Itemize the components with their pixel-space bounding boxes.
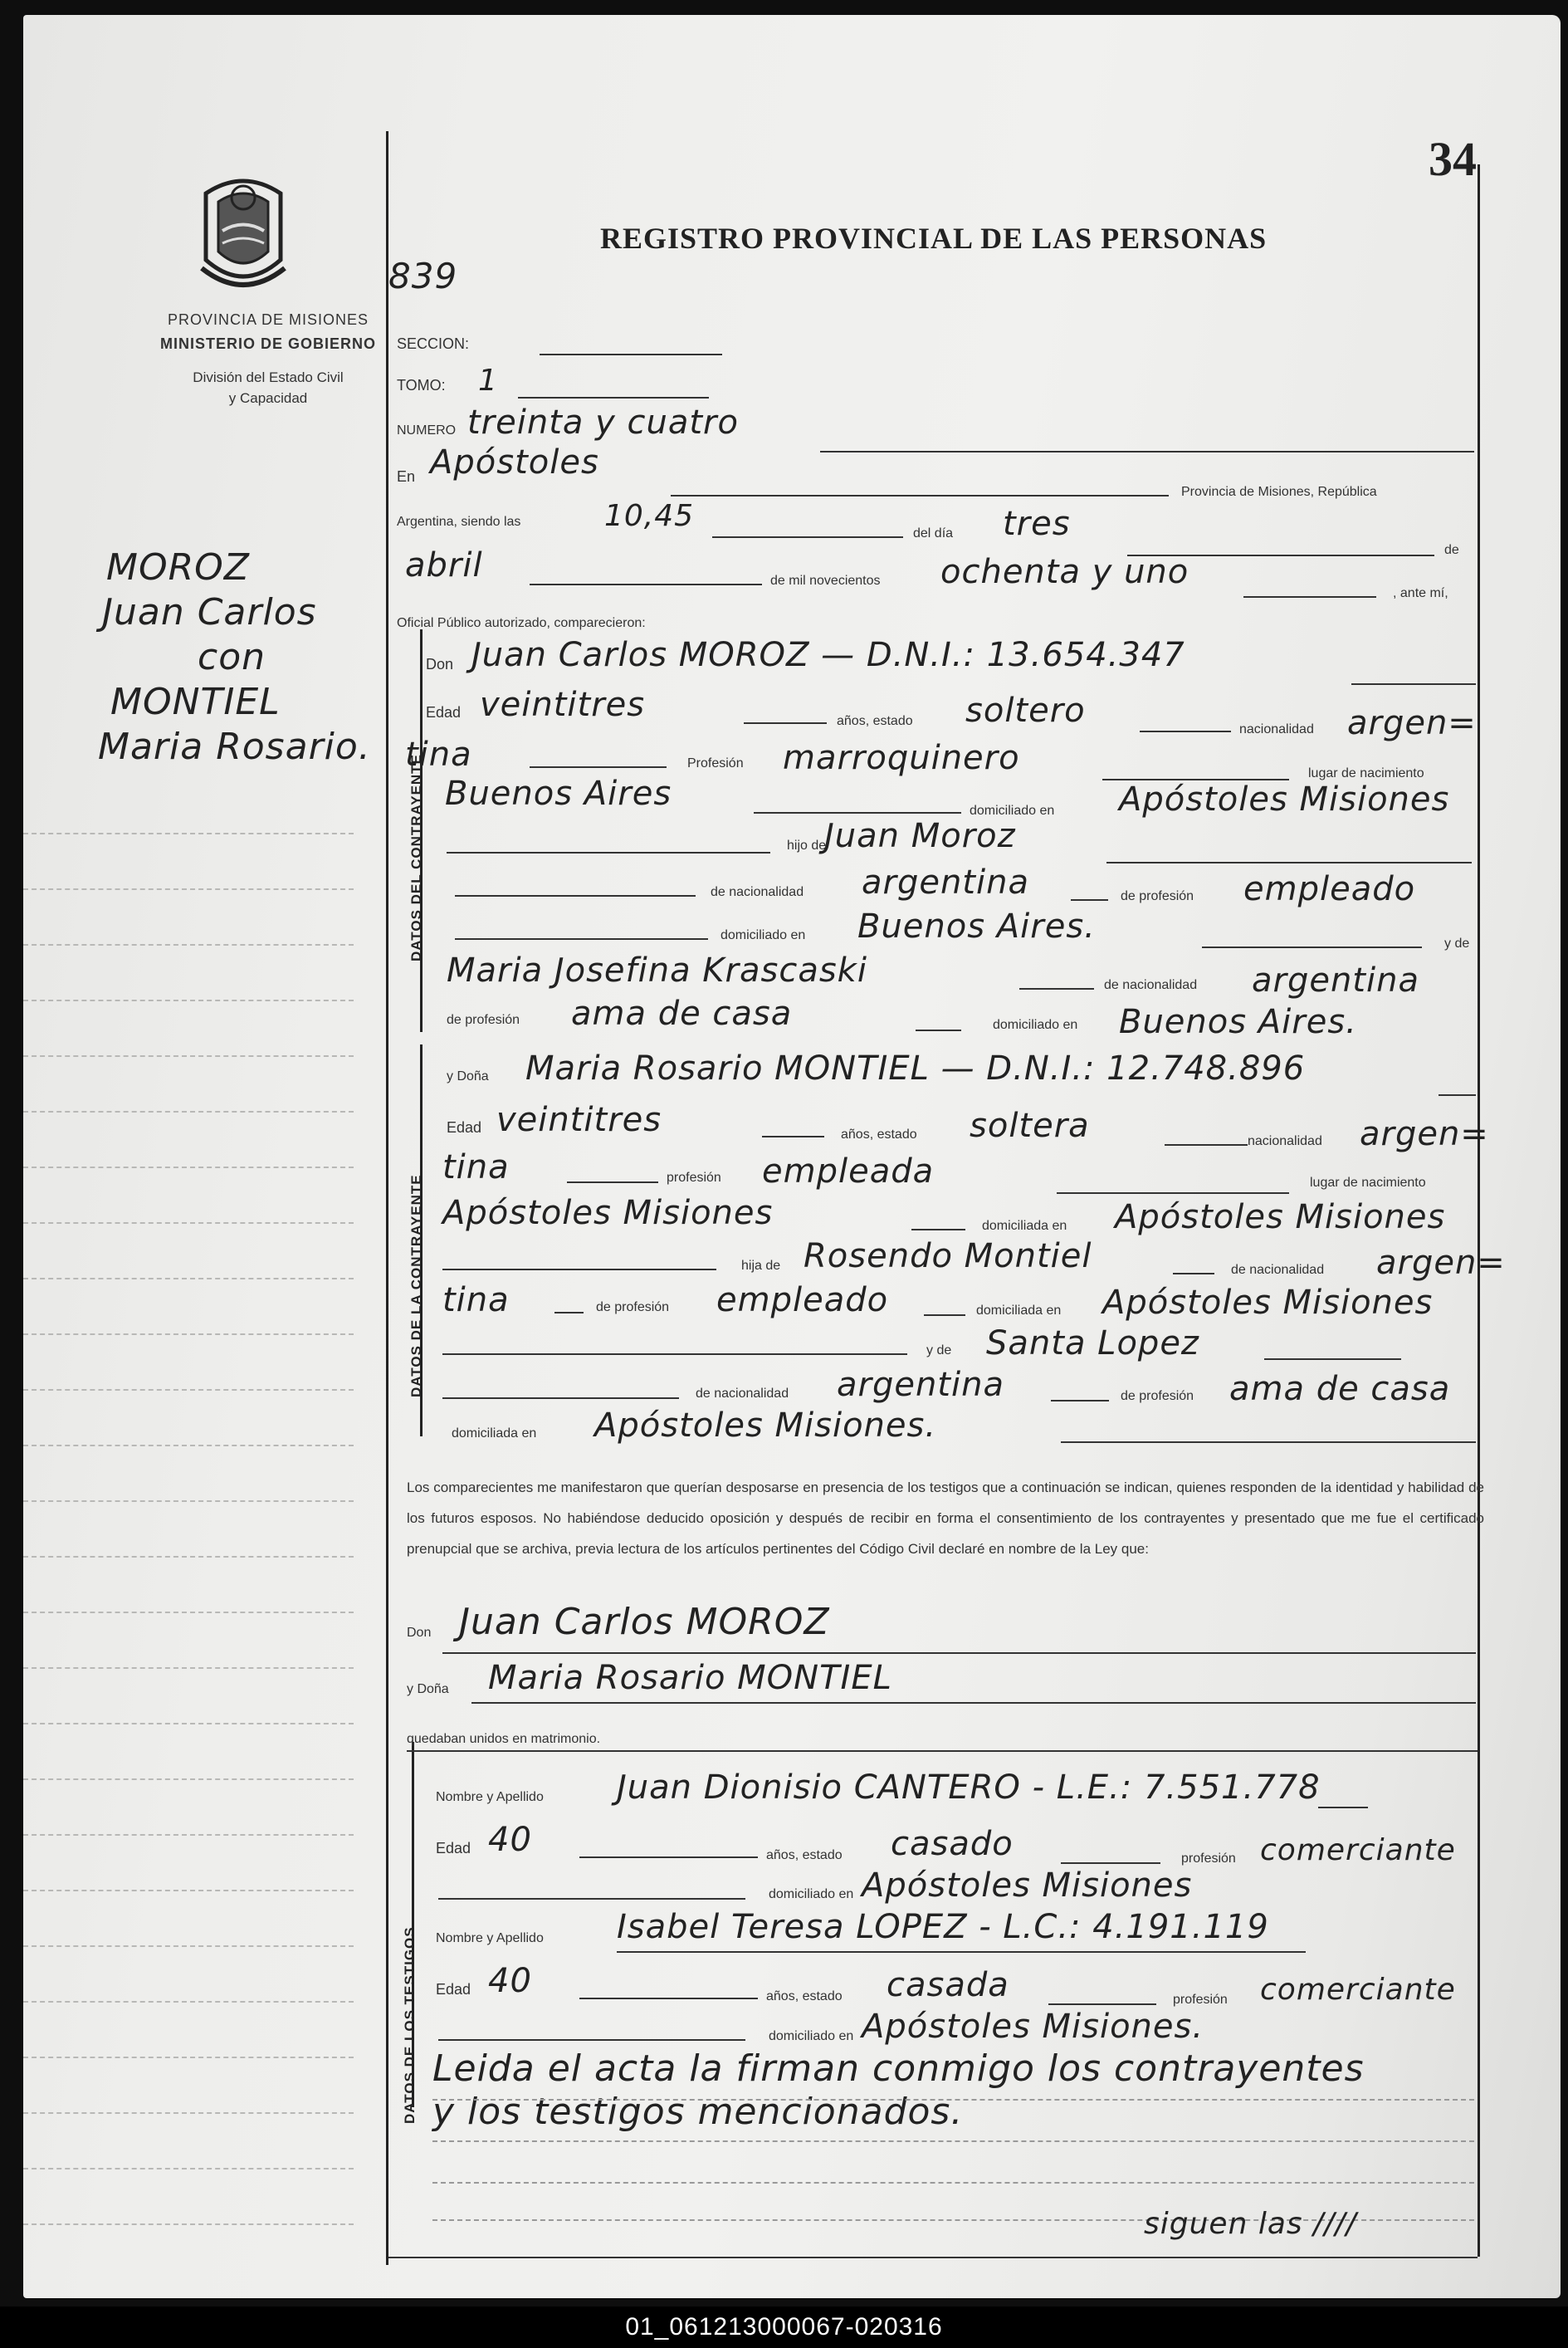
siguen-las: siguen las //// [1144,2207,1357,2241]
domiciliada-label: domiciliada en [976,1304,1062,1318]
groom-name-line [1351,683,1476,685]
argentina-label: Argentina, siendo las [397,515,521,529]
de-prof-label: de profesión [596,1300,670,1314]
bride-domicilio: Apóstoles Misiones [1115,1198,1446,1236]
groom-estado: soltero [965,692,1086,730]
seccion-line [540,354,722,355]
bride-yde-line [442,1353,907,1355]
groom-lugar: Buenos Aires [445,775,672,813]
groom-edad: veintitres [480,686,646,724]
declared-groom: Juan Carlos MOROZ [459,1601,830,1643]
declared-groom-line [442,1652,1476,1654]
witness-2-dom-lead [438,2039,745,2041]
province-label: PROVINCIA DE MISIONES [167,311,369,328]
witness-2-name: Isabel Teresa LOPEZ - L.C.: 4.191.119 [617,1908,1269,1946]
groom-profesion: marroquinero [783,739,1020,777]
bride-padre: Rosendo Montiel [804,1237,1092,1275]
witness-2-profesion: comerciante [1260,1973,1456,2007]
de-nac-label: de nacionalidad [711,885,804,899]
witness-2-estado-line [1048,2003,1156,2005]
domiciliado-label: domiciliado en [769,1887,854,1901]
witness-2-domicilio: Apóstoles Misiones. [862,2008,1204,2046]
bride-profesion: empleada [762,1152,935,1191]
profesion-label: profesión [1173,1993,1228,2007]
profesion-label: profesión [1181,1851,1236,1866]
provincia-label: Provincia de Misiones, República [1181,485,1377,499]
nacionalidad-label: nacionalidad [1248,1134,1322,1148]
bride-madre: Santa Lopez [986,1324,1199,1362]
witness-1-estado-line [1061,1862,1160,1864]
document-page [23,15,1561,2298]
margin-note-line: MONTIEL [110,681,281,723]
profesion-label: profesión [667,1171,721,1185]
declared-bride-line [471,1702,1476,1704]
quedaban-label: quedaban unidos en matrimonio. [407,1732,601,1746]
witness-1-name: Juan Dionisio CANTERO - L.E.: 7.551.778 [617,1768,1321,1807]
coat-of-arms-icon [189,169,297,301]
numero-label: NUMERO [397,423,457,438]
bride-nac-2: tina [442,1148,510,1186]
groom-padre-nac-tail [1071,899,1108,901]
lugar-label: lugar de nacimiento [1308,766,1424,780]
bride-name: Maria Rosario MONTIEL — D.N.I.: 12.748.896 [525,1049,1306,1088]
groom-domicilio: Apóstoles Misiones [1119,780,1450,819]
bride-madre-nac-line [1051,1400,1109,1401]
bride-padre-dom: Apóstoles Misiones [1102,1284,1434,1322]
ministry-label: MINISTERIO DE GOBIERNO [159,335,377,352]
nombre-apellido-label: Nombre y Apellido [436,1790,544,1804]
groom-hijo-line [447,852,770,854]
groom-name: Juan Carlos MOROZ — D.N.I.: 13.654.347 [471,636,1185,674]
groom-nac-1: argen= [1347,704,1477,742]
groom-padre-dom: Buenos Aires. [857,907,1096,946]
edad-label: Edad [447,1119,482,1136]
bride-madre-dom: Apóstoles Misiones. [594,1406,937,1445]
bride-madre-nac: argentina [837,1366,1004,1404]
margin-note-line: Maria Rosario. [98,726,371,768]
anos-estado-label: años, estado [837,714,913,728]
nacionalidad-label: nacionalidad [1239,722,1314,736]
bride-profesion-line [1057,1192,1289,1194]
domiciliado-label: domiciliado en [993,1018,1078,1032]
bride-estado-line [1165,1144,1248,1146]
file-id-footer: 01_061213000067-020316 [0,2306,1568,2348]
del-dia-label: del día [913,526,954,541]
declaration-paragraph: Los comparecientes me manifestaron que querían desposarse en presencia de los testigos que a continuación se indican, quienes responden de la identidad y habilidad de los futuros esposos. No habiéndose deducido oposición y después de recibir en forma el consentimiento de los contrayentes y presentado que me fue el certificado prenupcial que se archiva, previa lectura de los artículos pertinentes del Código Civil declaré en nombre de la Ley que: [407,1480,1484,1557]
bride-nac-line [567,1181,658,1183]
de-prof-label: de profesión [1121,889,1194,903]
groom-nac-line [530,766,667,768]
section-label-testigos: DATOS DE LOS TESTIGOS [402,1926,418,2124]
tomo-label: TOMO: [397,377,446,394]
edad-label: Edad [426,704,462,721]
groom-madre-prof-line [916,1030,961,1031]
witness-1-dom-lead [438,1898,745,1900]
bride-edad: veintitres [496,1101,662,1139]
bride-padre-nac-line [554,1312,584,1313]
quedaban-line [407,1750,1478,1752]
domiciliada-label: domiciliada en [982,1219,1067,1233]
groom-padre-dom-tail [1202,947,1422,948]
declared-bride: Maria Rosario MONTIEL [488,1659,892,1697]
de-prof-label: de profesión [447,1013,520,1027]
ante-mi-label: , ante mí, [1393,586,1448,600]
closing-line-1: Leida el acta la firman conmigo los contrayentes [432,2047,1365,2090]
groom-madre: Maria Josefina Krascaski [447,951,867,990]
margin-note-line: con [198,636,266,678]
groom-edad-line [744,722,827,724]
section-label-contrayente-f: DATOS DE LA CONTRAYENTE [408,1174,424,1397]
de-prof-label: de profesión [1121,1389,1194,1403]
groom-padre: Juan Moroz [824,817,1016,855]
bride-madre-nac-lead [442,1397,679,1399]
don-label: Don [426,656,454,673]
numero-value: treinta y cuatro [467,404,739,442]
witness-1-name-line [1318,1807,1368,1808]
domiciliado-label: domiciliado en [720,928,806,942]
annotation-number: 839 [388,256,458,296]
profesion-label: Profesión [687,756,744,770]
margin-note-line: MOROZ [106,546,250,589]
groom-madre-nac: argentina [1252,961,1419,1000]
y-de-label: y de [926,1343,952,1357]
bride-madre-line [1264,1358,1401,1360]
right-border-line [1478,164,1480,2257]
groom-padre-nac: argentina [862,863,1029,902]
witness-1-estado: casado [891,1825,1014,1863]
bride-lugar-line [911,1229,965,1230]
seccion-label: SECCION: [397,335,470,352]
y-de-label: y de [1444,937,1470,951]
bottom-line [388,2257,1478,2258]
witness-2-name-line [617,1951,1306,1953]
section-label-contrayente: DATOS DEL CONTRAYENTE [408,754,424,961]
groom-padre-line [1106,862,1472,863]
ano-value: ochenta y uno [940,553,1189,591]
groom-estado-line [1140,731,1231,732]
groom-padre-dom-line [455,938,708,940]
domiciliado-label: domiciliado en [970,804,1055,818]
witness-1-domicilio: Apóstoles Misiones [862,1866,1193,1905]
groom-madre-prof: ama de casa [571,995,793,1033]
groom-madre-line [1019,988,1094,990]
domiciliada-label: domiciliada en [452,1426,537,1441]
de-nac-label: de nacionalidad [696,1387,789,1401]
bride-edad-line [762,1136,824,1137]
margin-note-line: Juan Carlos [102,591,317,633]
bride-padre-prof-line [924,1314,965,1316]
ano-line [1243,596,1376,598]
tomo-line [518,397,709,399]
de-mil-label: de mil novecientos [770,574,881,588]
en-line [671,495,1169,497]
division-label-1: División del Estado Civil [193,369,344,385]
en-value: Apóstoles [430,443,599,482]
bride-padre-prof: empleado [716,1281,889,1319]
mes-value: abril [405,546,483,585]
don-label: Don [407,1626,432,1640]
bride-madre-dom-line [1061,1441,1476,1443]
lugar-label: lugar de nacimiento [1310,1176,1426,1190]
groom-nac-2: tina [405,736,472,774]
groom-madre-dom: Buenos Aires. [1119,1003,1357,1041]
bride-nac-1: argen= [1360,1115,1489,1153]
hora-value: 10,45 [604,499,695,533]
bride-madre-prof: ama de casa [1229,1370,1451,1408]
groom-padre-nac-line [455,895,696,897]
anos-estado-label: años, estado [841,1128,917,1142]
dia-value: tres [1003,505,1071,543]
bride-lugar: Apóstoles Misiones [442,1194,774,1232]
witness-1-edad-line [579,1856,758,1858]
mes-line [530,584,762,585]
witness-1-edad: 40 [488,1821,532,1859]
bride-name-line [1439,1094,1476,1096]
oficial-label: Oficial Público autorizado, comparecieron: [397,616,646,630]
y-dona-label: y Doña [447,1069,489,1084]
division-label-2: y Capacidad [228,390,308,406]
edad-label: Edad [436,1840,471,1856]
nombre-apellido-label: Nombre y Apellido [436,1931,544,1945]
anos-estado-label: años, estado [766,1848,843,1862]
tomo-value: 1 [478,364,498,398]
bride-estado: soltera [970,1107,1090,1145]
groom-padre-prof: empleado [1243,870,1416,908]
page-number: 34 [1429,132,1477,186]
anos-estado-label: años, estado [766,1989,843,2003]
groom-lugar-line [754,812,961,814]
hijo-label: hijo de [787,839,827,853]
numero-line [820,451,1474,452]
y-dona-label: y Doña [407,1682,449,1696]
hora-line [712,536,903,538]
hija-label: hija de [741,1259,781,1273]
de-label: de [1444,543,1459,557]
bride-hija-line [442,1269,716,1270]
document-title: REGISTRO PROVINCIAL DE LAS PERSONAS [600,222,1268,255]
edad-label: Edad [436,1981,471,1998]
witness-2-estado: casada [887,1966,1009,2004]
left-border-line [386,131,388,2265]
domiciliado-label: domiciliado en [769,2029,854,2043]
en-label: En [397,468,416,485]
closing-line-2: y los testigos mencionados. [432,2091,964,2133]
bride-padre-line [1173,1273,1214,1274]
bride-padre-nac-2: tina [442,1281,510,1319]
witness-1-profesion: comerciante [1260,1833,1456,1867]
witness-2-edad-line [579,1998,758,1999]
de-nac-label: de nacionalidad [1104,978,1198,992]
bride-padre-nac-1: argen= [1376,1244,1506,1282]
de-nac-label: de nacionalidad [1231,1263,1325,1277]
witness-2-edad: 40 [488,1962,532,2000]
